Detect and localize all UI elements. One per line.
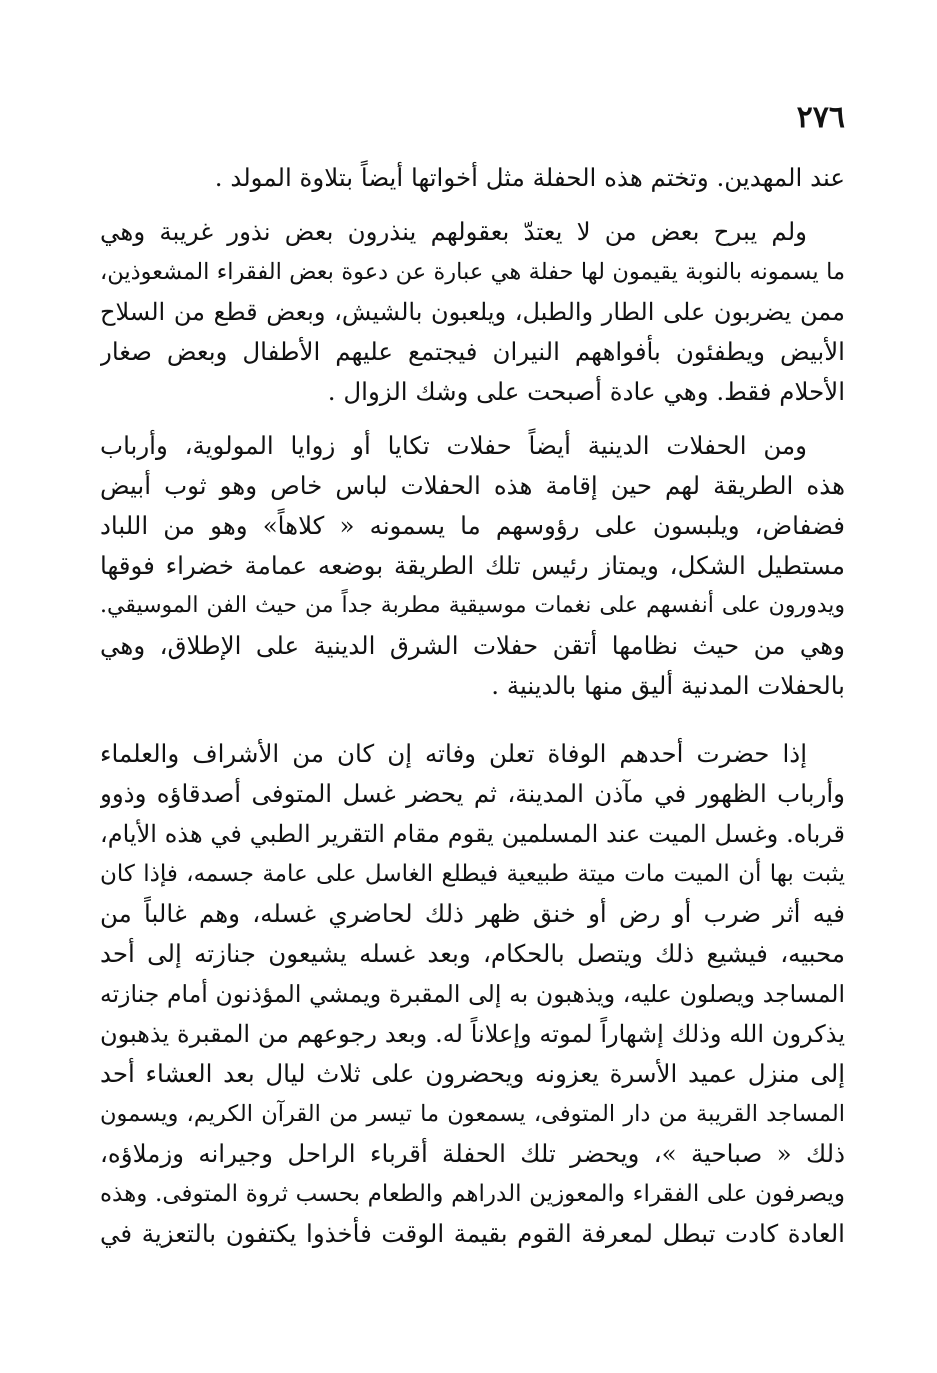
text-line: مستطيل الشكل، ويمتاز رئيس تلك الطريقة بوضعه عمامة خضراء فوقها (100, 551, 845, 580)
text-line: المساجد القريبة من دار المتوفى، يسمعون ما تيسر من القرآن الكريم، ويسمون (100, 1101, 845, 1127)
text-line: محبيه، فيشيع ذلك ويتصل بالحكام، وبعد غسله يشيعون جنازته إلى أحد (100, 939, 845, 968)
text-line: هذه الطريقة لهم حين إقامة هذه الحفلات لباس خاص وهو ثوب أبيض (100, 471, 845, 500)
text-line: العادة كادت تبطل لمعرفة القوم بقيمة الوقت فأخذوا يكتفون بالتعزية في (100, 1219, 845, 1248)
page-number: ٢٧٦ (796, 100, 845, 135)
text-line: ما يسمونه بالنوبة يقيمون لها حفلة هي عبارة عن دعوة بعض الفقراء المشعوذين، (100, 259, 845, 285)
paragraph-2 (100, 212, 845, 412)
text-line: فضفاض، ويلبسون على رؤوسهم ما يسمونه « كلاهاً» وهو من اللباد (100, 511, 845, 540)
text-line: قرباه. وغسل الميت عند المسلمين يقوم مقام التقرير الطبي في هذه الأيام، (100, 820, 845, 848)
paragraph-1 (100, 158, 845, 198)
text-line: ويدورون على أنفسهم على نغمات موسيقية مطربة جداً من حيث الفن الموسيقي. (100, 593, 845, 618)
text-line: بالحفلات المدنية أليق منها بالدينية . (491, 671, 845, 700)
text-line: وأرباب الظهور في مآذن المدينة، ثم يحضر غسل المتوفى أصدقاؤه وذوو (100, 779, 845, 808)
text-line: ذلك « صباحية »، ويحضر تلك الحفلة أقرباء الراحل وجيرانه وزملاؤه، (100, 1139, 845, 1168)
text-line: ولم يبرح بعض من لا يعتدّ بعقولهم ينذرون بعض نذور غريبة وهي (100, 217, 807, 246)
text-line: فيه أثر ضرب أو رض أو خنق ظهر ذلك لحاضري غسله، وهم غالباً من (100, 899, 845, 928)
text-line: يثبت بها أن الميت مات ميتة طبيعية فيطلع الغاسل على عامة جسمه، فإذا كان (100, 861, 845, 887)
body-text (100, 158, 845, 1254)
text-line: إذا حضرت أحدهم الوفاة تعلن وفاته إن كان من الأشراف والعلماء (100, 739, 807, 768)
text-line: الأبيض ويطفئون بأفواههم النيران فيجتمع عليهم الأطفال وبعض صغار (100, 337, 845, 366)
text-line: المساجد ويصلون عليه، ويذهبون به إلى المقبرة ويمشي المؤذنون أمام جنازته (100, 980, 845, 1008)
text-line: وهي من حيث نظامها أتقن حفلات الشرق الدينية على الإطلاق، وهي (100, 631, 845, 660)
paragraph-3 (100, 426, 845, 706)
text-line: ويصرفون على الفقراء والمعوزين الدراهم والطعام بحسب ثروة المتوفى. وهذه (100, 1181, 845, 1207)
text-line: عند المهدين. وتختم هذه الحفلة مثل أخواتها أيضاً بتلاوة المولد . (214, 163, 845, 192)
text-line: ومن الحفلات الدينية أيضاً حفلات تكايا أو زوايا المولوية، وأرباب (100, 431, 807, 460)
text-line: الأحلام فقط. وهي عادة أصبحت على وشك الزوال . (327, 377, 845, 406)
text-line: يذكرون الله وذلك إشهاراً لموته وإعلاناً له. وبعد رجوعهم من المقبرة يذهبون (100, 1020, 845, 1048)
paragraph-4 (100, 734, 845, 1254)
text-line: إلى منزل عميد الأسرة يعزونه ويحضرون على ثلاث ليال بعد العشاء أحد (100, 1059, 845, 1088)
text-line: ممن يضربون على الطار والطبل، ويلعبون بالشيش، وبعض قطع من السلاح (100, 298, 845, 326)
